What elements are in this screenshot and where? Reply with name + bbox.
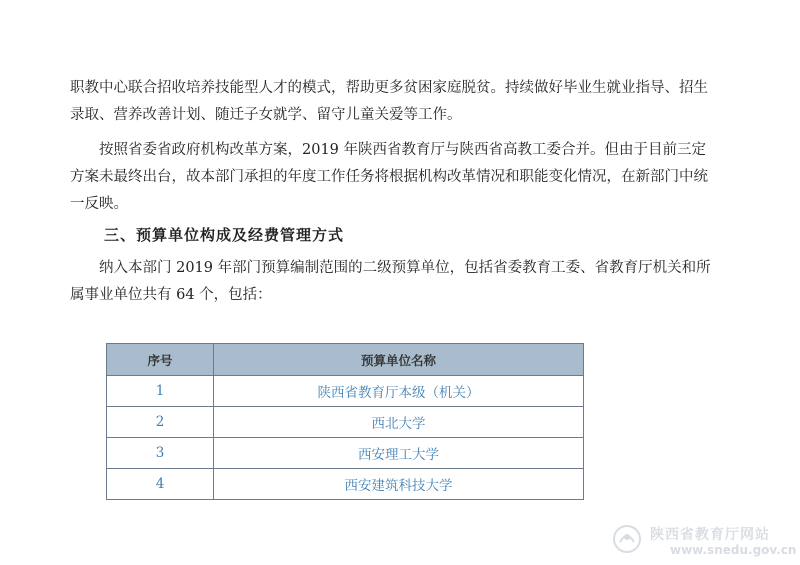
row-number: 3: [107, 438, 214, 469]
table-row: [107, 438, 584, 469]
watermark-title: 陕西省教育厅网站: [650, 527, 770, 543]
unit-name: 陕西省教育厅本级（机关）: [214, 376, 584, 407]
table-header-row: [107, 344, 584, 376]
text-line: 纳入本部门 2019 年部门预算编制范围的二级预算单位，包括省委教育工委、省教育厅机关和所: [99, 260, 711, 276]
text-line: 按照省委省政府机构改革方案，2019 年陕西省教育厅与陕西省高教工委合并。但由于目前三定: [99, 142, 707, 158]
unit-name: 西安建筑科技大学: [214, 469, 584, 500]
text-line: 职教中心联合招收培养技能型人才的模式，帮助更多贫困家庭脱贫。持续做好毕业生就业指导、招生: [70, 80, 708, 96]
unit-name: 西安理工大学: [214, 438, 584, 469]
column-header-no: 序号: [107, 344, 214, 376]
watermark-url: www.snedu.gov.cn: [670, 543, 797, 557]
text-line: 录取、营养改善计划、随迁子女就学、留守儿童关爱等工作。: [70, 107, 462, 123]
paragraph-2: [70, 137, 740, 218]
budget-units-table: [106, 343, 584, 500]
row-number: 4: [107, 469, 214, 500]
row-number: 1: [107, 376, 214, 407]
paragraph-1: [70, 75, 740, 129]
paragraph-3: [70, 255, 740, 309]
column-header-unit-name: 预算单位名称: [214, 344, 584, 376]
table-row: [107, 376, 584, 407]
text-line: 方案未最终出台，故本部门承担的年度工作任务将根据机构改革情况和职能变化情况，在新部门中统: [70, 169, 708, 185]
table-row: [107, 469, 584, 500]
text-line: 属事业单位共有 64 个，包括：: [70, 287, 272, 303]
watermark-logo-icon: [612, 524, 642, 554]
text-line: 一反映。: [70, 196, 128, 212]
row-number: 2: [107, 407, 214, 438]
section-heading: 三、预算单位构成及经费管理方式: [104, 226, 345, 244]
unit-name: 西北大学: [214, 407, 584, 438]
table-row: [107, 407, 584, 438]
